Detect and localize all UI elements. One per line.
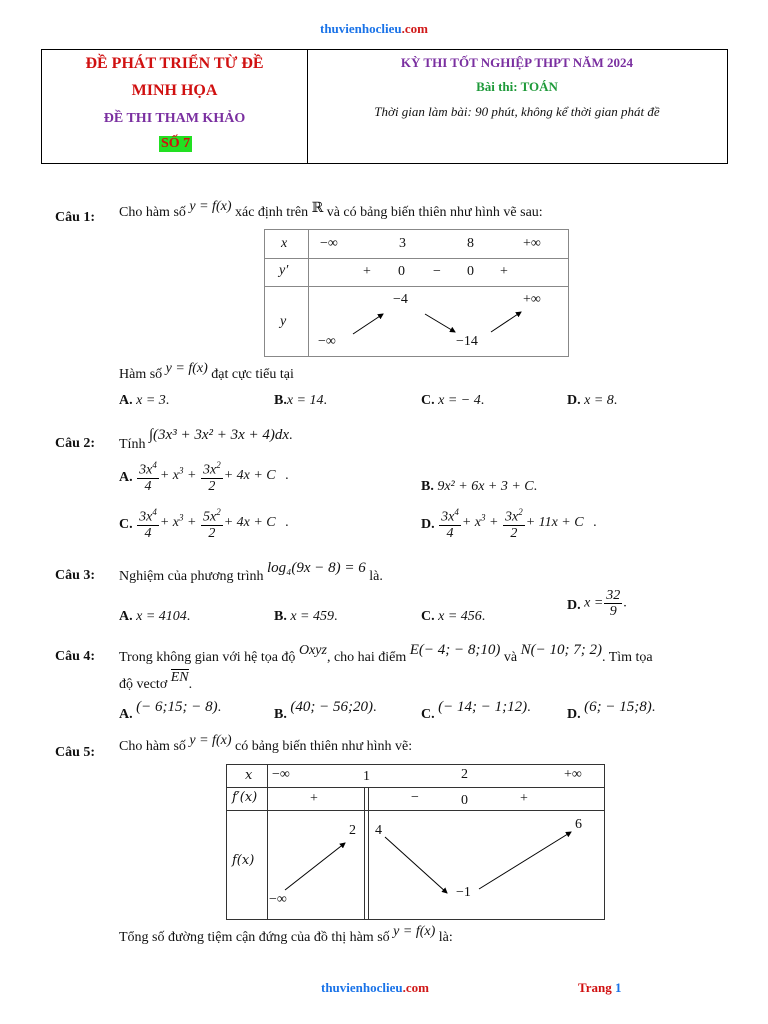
q1-label: Câu 1: bbox=[55, 210, 96, 225]
header-right-title: KỲ THI TỐT NGHIỆP THPT NĂM 2024 bbox=[400, 55, 634, 70]
q3-label: Câu 3: bbox=[55, 568, 96, 583]
q4-answer-d[interactable]: D. (6; − 15;8). bbox=[567, 699, 656, 722]
q2-answer-b[interactable]: B. 9x² + 6x + 3 + C. bbox=[421, 479, 538, 494]
exam-header bbox=[41, 49, 728, 164]
q5-text: Cho hàm số y = f(x) có bảng biến thiên như hình vẽ: bbox=[119, 733, 413, 754]
q3-answer-c[interactable]: C. x = 456. bbox=[421, 609, 486, 624]
q4-answer-b[interactable]: B. (40; − 56;20). bbox=[274, 699, 377, 722]
q2-answer-d[interactable]: D. $\frac{3x^4}{4}$ + $x^3$ + $\frac{3x^2}{2}$ + 11x + C . bbox=[421, 507, 597, 541]
q4-label: Câu 4: bbox=[55, 649, 96, 664]
q4-text-line2: độ vectơ EN. bbox=[119, 670, 193, 692]
q1-answer-b[interactable]: B.x = 14. bbox=[274, 393, 328, 408]
q4-answer-c[interactable]: C. (− 14; − 1;12). bbox=[421, 699, 531, 722]
q1-variation-table: x y′ y −∞ 3 8 +∞ + 0 − 0 + −4 +∞ −∞ −14 bbox=[264, 229, 569, 357]
q4-text: Trong không gian với hệ tọa độ Oxyz, cho hai điểm E(− 4; − 8;10) và N(− 10; 7; 2). Tìm tọa bbox=[119, 642, 653, 665]
page-number: Trang 1 bbox=[578, 980, 622, 995]
q2-answer-c[interactable]: C. $\frac{3x^4}{4}$ + $x^3$ + $\frac{5x^2}{2}$ + 4x + C . bbox=[119, 507, 289, 541]
q1-question: Hàm số y = f(x) đạt cực tiểu tại bbox=[119, 361, 294, 382]
q3-answer-a[interactable]: A. x = 4104. bbox=[119, 609, 191, 624]
q1-answer-d[interactable]: D. x = 8. bbox=[567, 393, 618, 408]
site-header bbox=[320, 21, 428, 37]
q5-label: Câu 5: bbox=[55, 745, 96, 760]
header-left-title2: MINH HỌA bbox=[131, 82, 218, 99]
q2-answer-a[interactable]: A. $\frac{3x^4}{4}$ + $x^3$ + $\frac{3x^2}{2}$ + 4x + C . bbox=[119, 460, 289, 494]
site-name: thuvienhoclieu bbox=[320, 21, 402, 36]
footer-site-domain: .com bbox=[402, 980, 429, 995]
q1-text: Cho hàm số y = f(x) xác định trên ℝ và có bảng biến thiên như hình vẽ sau: bbox=[119, 199, 543, 220]
q3-answer-d[interactable]: D. x = $\frac{32}{9}$ . bbox=[567, 588, 627, 619]
q1-answer-c[interactable]: C. x = − 4. bbox=[421, 393, 485, 408]
site-domain: .com bbox=[401, 21, 428, 36]
header-left-subtitle: ĐỀ THI THAM KHẢO bbox=[103, 111, 246, 126]
header-exam-number: SỐ 7 bbox=[161, 136, 191, 151]
q3-answer-b[interactable]: B. x = 459. bbox=[274, 609, 338, 624]
q1-answer-a[interactable]: A. x = 3. bbox=[119, 393, 170, 408]
q5-question: Tổng số đường tiệm cận đứng của đồ thị hàm số y = f(x) là: bbox=[119, 924, 453, 945]
header-time: Thời gian làm bài: 90 phút, không kể thời gian phát đề bbox=[374, 104, 660, 119]
q2-label: Câu 2: bbox=[55, 436, 96, 451]
q5-variation-table: x f′(x) f(x) −∞ 1 2 +∞ + − 0 + −∞ 2 4 −1 6 bbox=[226, 764, 605, 920]
footer-site-name: thuvienhoclieu bbox=[321, 980, 403, 995]
header-left-title: ĐỀ PHÁT TRIỂN TỪ ĐỀ bbox=[85, 55, 264, 72]
q3-text: Nghiệm của phương trình log₄(9x − 8) = 6 là. bbox=[119, 560, 383, 584]
header-subject: Bài thi: TOÁN bbox=[476, 79, 558, 94]
q2-text: Tính ∫(3x³ + 3x² + 3x + 4)dx. bbox=[119, 427, 293, 452]
q4-answer-a[interactable]: A. (− 6;15; − 8). bbox=[119, 699, 222, 722]
site-footer bbox=[321, 980, 429, 996]
